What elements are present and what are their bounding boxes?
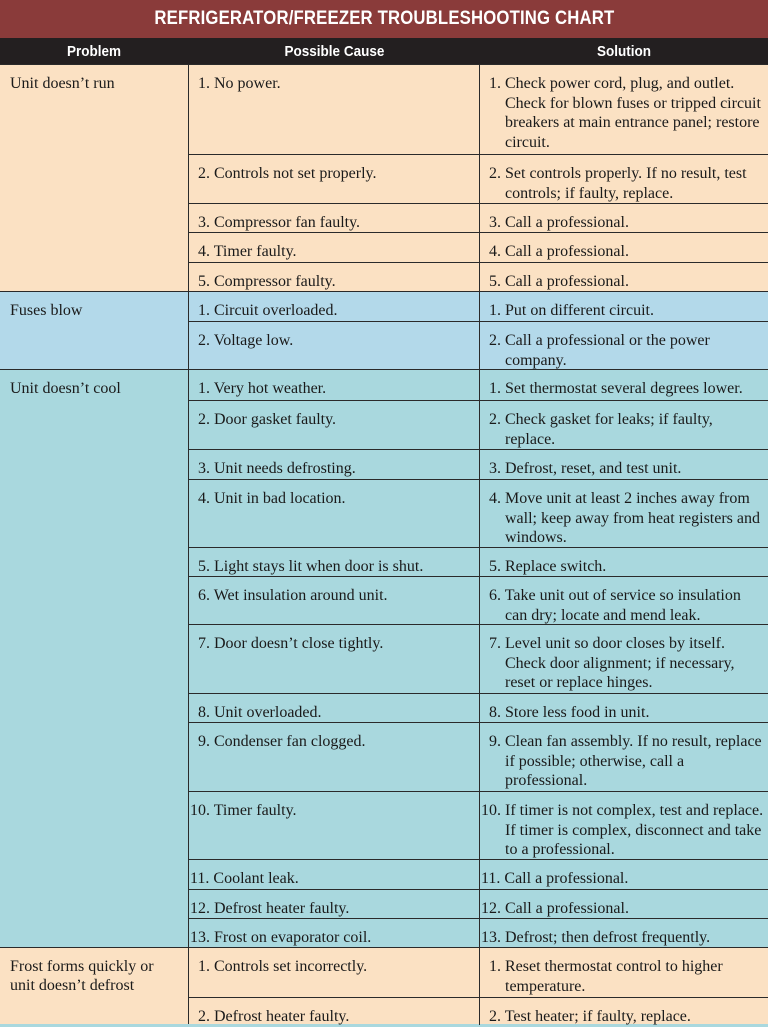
table-row xyxy=(189,722,768,791)
table-row xyxy=(189,321,768,370)
cause-cell: 4. Unit in bad location. xyxy=(189,480,480,547)
table-row xyxy=(189,292,768,321)
solution-cell: 4. Move unit at least 2 inches away from wall; keep away from heat registers and windows. xyxy=(489,490,761,546)
cause-cell: 3. Compressor fan faulty. xyxy=(189,204,480,232)
solution-cell: 7. Level unit so door closes by itself. Check door alignment; if necessary, reset or replace hinges. xyxy=(489,635,735,691)
problem-cell: Unit doesn’t cool xyxy=(0,370,189,947)
solution-cell: 4. Call a professional. xyxy=(489,243,629,260)
chart-title xyxy=(0,0,768,38)
cause-cell: 3. Unit needs defrosting. xyxy=(189,450,480,479)
cause-cell: 10. Timer faulty. xyxy=(189,792,480,859)
solution-cell: 1. Check power cord, plug, and outlet. Check for blown fuses or tripped circuit breakers at main entrance panel; restore circuit. xyxy=(489,75,761,151)
table-row xyxy=(189,918,768,948)
problem-cell: Frost forms quickly or unit doesn’t defrost xyxy=(0,948,189,1024)
cause-cell: 13. Frost on evaporator coil. xyxy=(189,919,480,948)
solution-cell: 6. Take unit out of service so insulation can dry; locate and mend leak. xyxy=(489,587,741,624)
cause-cell: 2. Defrost heater faulty. xyxy=(189,998,480,1025)
cause-cell: 6. Wet insulation around unit. xyxy=(189,577,480,624)
group-frost-forms-quickly xyxy=(0,947,768,1024)
cause-cell: 2. Voltage low. xyxy=(189,322,480,370)
solution-cell: 2. Set controls properly. If no result, test controls; if faulty, replace. xyxy=(489,165,747,202)
cause-cell: 5. Light stays lit when door is shut. xyxy=(189,548,480,576)
solution-cell: 1. Reset thermostat control to higher temperature. xyxy=(489,958,723,995)
chart-title-text: REFRIGERATOR/FREEZER TROUBLESHOOTING CHART xyxy=(153,8,615,29)
problem-cell: Fuses blow xyxy=(0,292,189,369)
cause-cell: 12. Defrost heater faulty. xyxy=(189,890,480,918)
cause-cell: 8. Unit overloaded. xyxy=(189,694,480,722)
header-problem: Problem xyxy=(67,42,122,60)
cause-cell: 9. Condenser fan clogged. xyxy=(189,723,480,791)
cause-cell: 1. Circuit overloaded. xyxy=(189,292,480,321)
cause-cell: 2. Controls not set properly. xyxy=(189,155,480,203)
problem-cell: Unit doesn’t run xyxy=(0,65,189,291)
solution-cell: 3. Call a professional. xyxy=(489,214,629,231)
table-row xyxy=(189,370,768,400)
solution-cell: 8. Store less food in unit. xyxy=(489,704,650,721)
table-row xyxy=(189,997,768,1025)
table-row xyxy=(189,65,768,154)
cause-cell: 1. No power. xyxy=(189,65,480,154)
table-row xyxy=(189,791,768,859)
solution-cell: 1. Put on different circuit. xyxy=(489,302,654,319)
header-cause: Possible Cause xyxy=(284,42,385,60)
table-row xyxy=(189,624,768,693)
cause-cell: 1. Very hot weather. xyxy=(189,370,480,400)
solution-cell: 2. Check gasket for leaks; if faulty, replace. xyxy=(489,411,713,448)
table-header xyxy=(0,38,768,64)
solution-cell: 3. Defrost, reset, and test unit. xyxy=(489,460,682,477)
solution-cell: 2. Test heater; if faulty, replace. xyxy=(489,1008,691,1025)
cause-cell: 11. Coolant leak. xyxy=(189,860,480,889)
table-row xyxy=(189,479,768,547)
cause-cell: 5. Compressor faulty. xyxy=(189,263,480,292)
table-row xyxy=(189,449,768,479)
cause-cell: 2. Door gasket faulty. xyxy=(189,401,480,449)
table-row xyxy=(189,693,768,722)
group-unit-doesnt-cool xyxy=(0,369,768,947)
cause-cell: 7. Door doesn’t close tightly. xyxy=(189,625,480,693)
solution-cell: 5. Replace switch. xyxy=(489,558,607,575)
table-row xyxy=(189,889,768,918)
group-fuses-blow xyxy=(0,291,768,369)
cause-cell: 1. Controls set incorrectly. xyxy=(189,948,480,997)
table-row xyxy=(189,948,768,997)
table-row xyxy=(189,203,768,232)
solution-cell: 11. Call a professional. xyxy=(481,870,629,887)
solution-cell: 5. Call a professional. xyxy=(489,273,629,290)
group-unit-doesnt-run xyxy=(0,64,768,291)
solution-cell: 10. If timer is not complex, test and replace. If timer is complex, disconnect and take to a professional. xyxy=(481,802,764,858)
solution-cell: 1. Set thermostat several degrees lower. xyxy=(489,380,743,397)
cause-cell: 4. Timer faulty. xyxy=(189,233,480,262)
solution-cell: 9. Clean fan assembly. If no result, replace if possible; otherwise, call a professional. xyxy=(489,733,762,789)
table-row xyxy=(189,154,768,203)
solution-cell: 13. Defrost; then defrost frequently. xyxy=(481,929,711,946)
table-row xyxy=(189,547,768,576)
table-row xyxy=(189,400,768,449)
table-row xyxy=(189,262,768,292)
solution-cell: 12. Call a professional. xyxy=(481,900,629,917)
table-row xyxy=(189,232,768,262)
header-solution: Solution xyxy=(597,42,651,60)
table-row xyxy=(189,859,768,889)
table-row xyxy=(189,576,768,624)
solution-cell: 2. Call a professional or the power company. xyxy=(489,332,710,369)
